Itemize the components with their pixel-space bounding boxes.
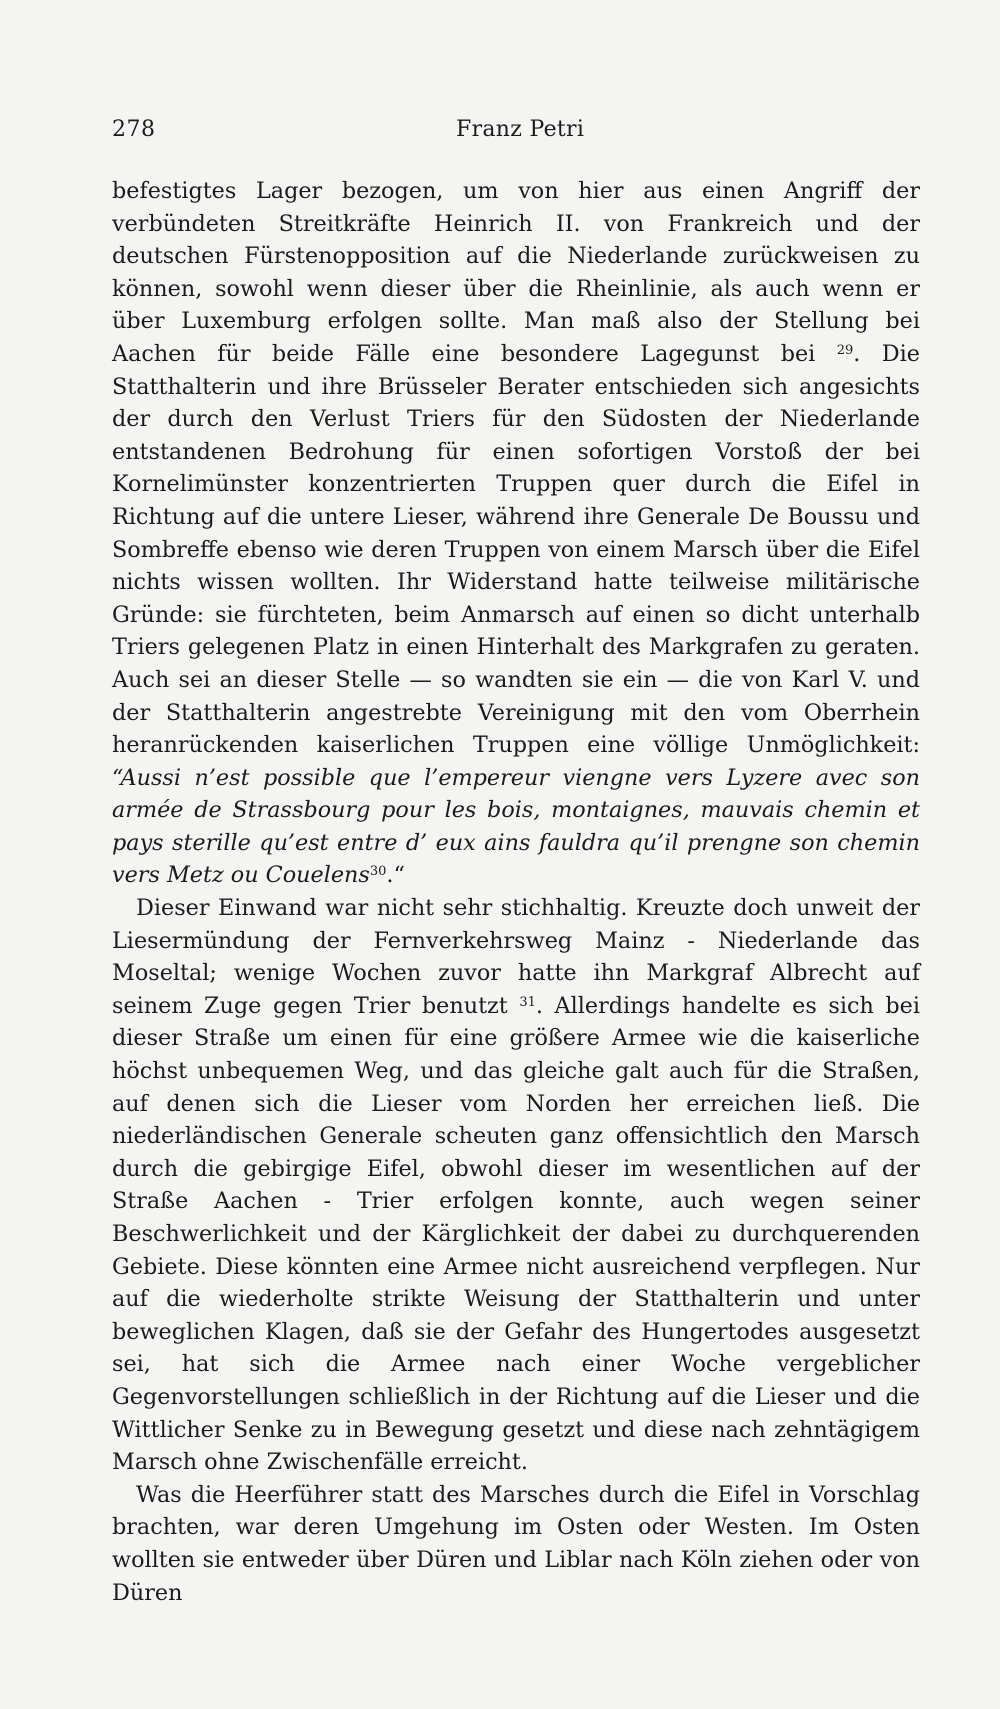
page-header <box>112 117 920 151</box>
text-run: . Die Statthalterin und ihre Brüsseler Berater entschieden sich angesichts der durch den Verlust Triers für den Südosten der Niederlande entstandenen Bedrohung für einen sofortigen Vorstoß der bei Kornelimünster konzentrierten Truppen quer durch die Eifel in Richtung auf die untere Lieser, während ihre Generale De Boussu und Sombreffe ebenso wie deren Truppen von einem Marsch über die Eifel nichts wissen wollten. Ihr Widerstand hatte teilweise militärische Gründe: sie fürchteten, beim Anmarsch auf einen so dicht unterhalb Triers gelegenen Platz in einen Hinterhalt des Markgrafen zu geraten. Auch sei an dieser Stelle — so wandten sie ein — die von Karl V. und der Statthalterin angestrebte Vereinigung mit den vom Oberrhein heranrückenden kaiserlichen Truppen eine völlige Unmöglichkeit: <box>112 340 920 759</box>
footnote-ref-31: 31 <box>519 994 536 1010</box>
footnote-ref-30: 30 <box>369 864 387 880</box>
text-run: Dieser Einwand war nicht sehr stichhaltig. Kreuzte doch unweit der Liesermündung der Fernverkehrsweg Mainz - Niederlande das Moseltal; wenige Wochen zuvor hatte ihn Markgraf Albrecht auf seinem Zuge gegen Trier benutzt <box>112 895 920 1019</box>
text-run: .“ <box>386 862 405 889</box>
running-head: Franz Petri <box>456 117 585 142</box>
body-text <box>112 175 920 1609</box>
text-run: befestigtes Lager bezogen, um von hier aus einen Angriff der verbündeten Streitkräfte Heinrich II. von Frankreich und der deutschen Fürstenopposition auf die Niederlande zurückweisen zu können, sowohl wenn dieser über die Rheinlinie, als auch wenn er über Luxemburg erfolgen sollte. Man maß also der Stellung bei Aachen für beide Fälle eine besondere Lagegunst bei <box>112 178 920 367</box>
paragraph-2 <box>112 892 920 1479</box>
page-number: 278 <box>112 117 156 142</box>
french-quotation: “Aussi n’est possible que l’empereur viengne vers Lyzere avec son armée de Strassbourg pour les bois, montaignes, mauvais chemin et pays sterille qu’est entre d’ eux ains fauldra qu’il prengne son chemin vers Metz ou Couelens <box>112 764 920 889</box>
paragraph-1 <box>112 175 920 892</box>
book-page <box>112 0 920 1709</box>
paragraph-3 <box>112 1479 920 1609</box>
text-run: Was die Heerführer statt des Marsches durch die Eifel in Vorschlag brachten, war deren Umgehung im Osten oder Westen. Im Osten wollten sie entweder über Düren und Liblar nach Köln ziehen oder von Düren <box>112 1481 920 1606</box>
footnote-ref-29: 29 <box>836 342 854 358</box>
text-run: . Allerdings handelte es sich bei dieser Straße um einen für eine größere Armee wie die kaiserliche höchst unbequemen Weg, und das gleiche galt auch für die Straßen, auf denen sich die Lieser vom Norden her erreichen ließ. Die niederländischen Generale scheuten ganz offensichtlich den Marsch durch die gebirgige Eifel, obwohl dieser im wesentlichen auf der Straße Aachen - Trier erfolgen konnte, auch wegen seiner Beschwerlichkeit und der Kärglichkeit der dabei zu durchquerenden Gebiete. Diese könnten eine Armee nicht ausreichend verpflegen. Nur auf die wiederholte strikte Weisung der Statthalterin und unter beweglichen Klagen, daß sie der Gefahr des Hungertodes ausgesetzt sei, hat sich die Armee nach einer Woche vergeblicher Gegenvorstellungen schließlich in der Richtung auf die Lieser und die Wittlicher Senke zu in Bewegung gesetzt und diese nach zehntägigem Marsch ohne Zwischenfälle erreicht. <box>112 992 920 1476</box>
